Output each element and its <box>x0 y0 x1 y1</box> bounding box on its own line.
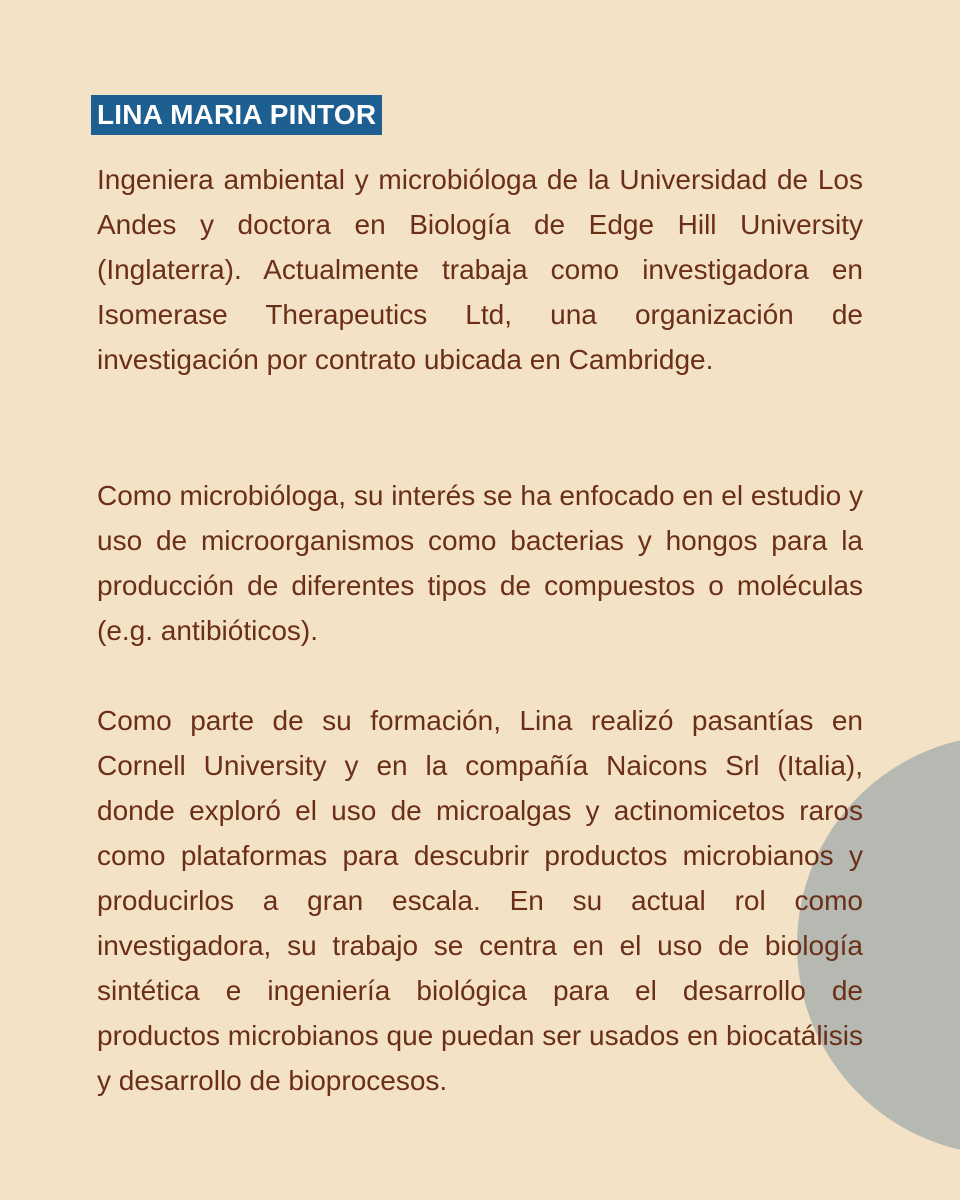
bio-paragraph-education: Ingeniera ambiental y microbióloga de la Universidad de Los Andes y doctora en Biología de Edge Hill University (Inglaterra). Actualmente trabaja como investigadora en Isomerase Therapeutics Ltd, una organización de investigación por contrato ubicada en Cambridge. <box>97 164 863 375</box>
person-name-heading: LINA MARIA PINTOR <box>91 95 382 135</box>
bio-paragraph-interests: Como microbióloga, su interés se ha enfocado en el estudio y uso de microorganismos como bacterias y hongos para la producción de diferentes tipos de compuestos o moléculas (e.g. antibióticos). <box>97 480 863 646</box>
bio-paragraph-experience: Como parte de su formación, Lina realizó pasantías en Cornell University y en la compañía Naicons Srl (Italia), donde exploró el uso de microalgas y actinomicetos raros como plataformas para descubrir productos microbianos y producirlos a gran escala. En su actual rol como investigadora, su trabajo se centra en el uso de biología sintética e ingeniería biológica para el desarrollo de productos microbianos que puedan ser usados en biocatálisis y desarrollo de bioprocesos. <box>97 705 863 1096</box>
